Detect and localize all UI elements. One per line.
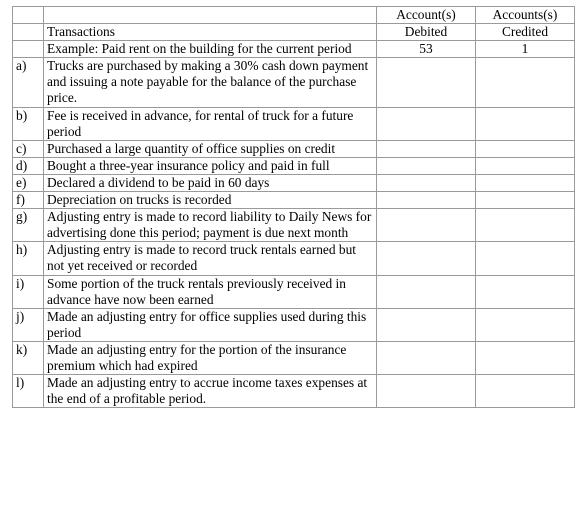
transactions-table: [12, 6, 575, 408]
header-letter-cell: [13, 24, 44, 41]
example-debited: 53: [377, 41, 476, 58]
row-credited-cell: [476, 242, 575, 275]
row-debited-cell: [377, 157, 476, 174]
table-row: [13, 192, 575, 209]
header-row-accounts: [13, 7, 575, 24]
row-letter: b): [13, 107, 44, 140]
row-credited-cell: [476, 375, 575, 408]
row-letter: i): [13, 275, 44, 308]
row-credited-cell: [476, 341, 575, 374]
row-description: Adjusting entry is made to record liability to Daily News for advertising done this period; payment is due next month: [44, 209, 377, 242]
row-credited-cell: [476, 275, 575, 308]
table-row: [13, 242, 575, 275]
row-debited-cell: [377, 308, 476, 341]
header-credited: Credited: [476, 24, 575, 41]
row-description: Purchased a large quantity of office supplies on credit: [44, 140, 377, 157]
row-letter: d): [13, 157, 44, 174]
header-letter-cell: [13, 7, 44, 24]
row-description: Made an adjusting entry to accrue income taxes expenses at the end of a profitable period.: [44, 375, 377, 408]
row-letter: h): [13, 242, 44, 275]
row-letter: g): [13, 209, 44, 242]
row-debited-cell: [377, 107, 476, 140]
row-description: Depreciation on trucks is recorded: [44, 192, 377, 209]
row-description: Some portion of the truck rentals previously received in advance have now been earned: [44, 275, 377, 308]
row-description: Declared a dividend to be paid in 60 days: [44, 174, 377, 191]
table-row: [13, 341, 575, 374]
row-debited-cell: [377, 192, 476, 209]
row-debited-cell: [377, 209, 476, 242]
row-credited-cell: [476, 58, 575, 107]
header-transactions: Transactions: [44, 24, 377, 41]
row-description: Made an adjusting entry for the portion of the insurance premium which had expired: [44, 341, 377, 374]
table-row: [13, 375, 575, 408]
row-debited-cell: [377, 58, 476, 107]
row-credited-cell: [476, 174, 575, 191]
example-row: [13, 41, 575, 58]
row-credited-cell: [476, 157, 575, 174]
row-description: Trucks are purchased by making a 30% cash down payment and issuing a note payable for the balance of the purchase price.: [44, 58, 377, 107]
row-description: Made an adjusting entry for office supplies used during this period: [44, 308, 377, 341]
row-credited-cell: [476, 107, 575, 140]
row-letter: k): [13, 341, 44, 374]
header-debited-top: Account(s): [377, 7, 476, 24]
row-credited-cell: [476, 140, 575, 157]
row-letter: c): [13, 140, 44, 157]
header-credited-top: Accounts(s): [476, 7, 575, 24]
table-row: [13, 174, 575, 191]
header-desc-cell: [44, 7, 377, 24]
row-debited-cell: [377, 341, 476, 374]
row-debited-cell: [377, 242, 476, 275]
row-letter: j): [13, 308, 44, 341]
table-row: [13, 157, 575, 174]
row-debited-cell: [377, 140, 476, 157]
transaction-rows: [13, 58, 575, 408]
example-letter-cell: [13, 41, 44, 58]
row-debited-cell: [377, 275, 476, 308]
example-credited: 1: [476, 41, 575, 58]
row-letter: a): [13, 58, 44, 107]
row-credited-cell: [476, 209, 575, 242]
header-row-labels: [13, 24, 575, 41]
table-row: [13, 275, 575, 308]
row-credited-cell: [476, 308, 575, 341]
table-row: [13, 107, 575, 140]
table-row: [13, 140, 575, 157]
row-description: Adjusting entry is made to record truck rentals earned but not yet received or recorded: [44, 242, 377, 275]
example-text: Example: Paid rent on the building for the current period: [44, 41, 377, 58]
row-debited-cell: [377, 375, 476, 408]
row-description: Fee is received in advance, for rental of truck for a future period: [44, 107, 377, 140]
table-row: [13, 58, 575, 107]
row-letter: l): [13, 375, 44, 408]
table-row: [13, 308, 575, 341]
row-debited-cell: [377, 174, 476, 191]
table-row: [13, 209, 575, 242]
row-letter: e): [13, 174, 44, 191]
row-credited-cell: [476, 192, 575, 209]
row-description: Bought a three-year insurance policy and paid in full: [44, 157, 377, 174]
row-letter: f): [13, 192, 44, 209]
header-debited: Debited: [377, 24, 476, 41]
